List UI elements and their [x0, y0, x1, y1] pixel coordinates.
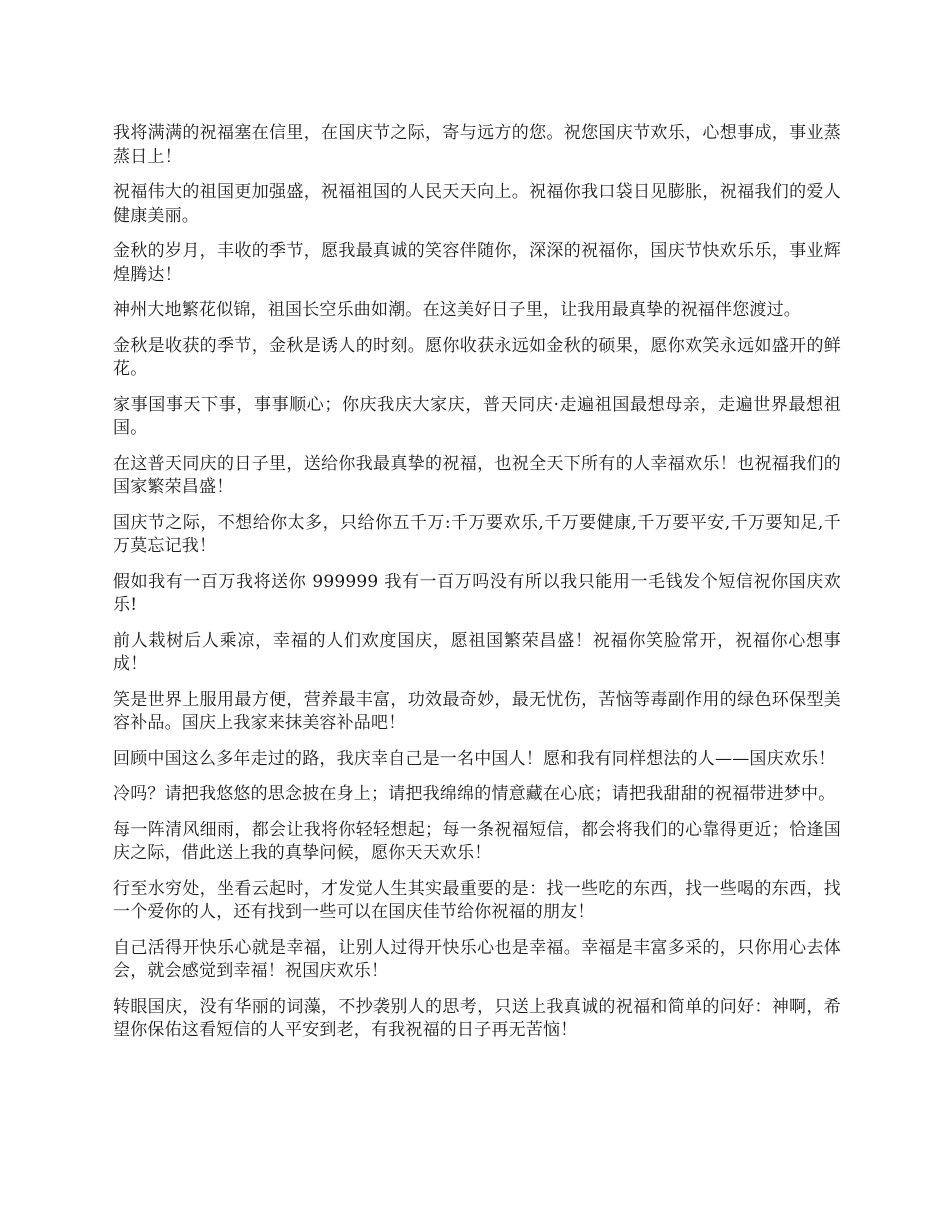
document-body: [113, 122, 841, 1055]
paragraph-15: 行至水穷处，坐看云起时，才发觉人生其实最重要的是：找一些吃的东西，找一些喝的东西，找一个爱你的人，还有找到一些可以在国庆佳节给你祝福的朋友！: [113, 878, 841, 922]
paragraph-13: 冷吗？请把我悠悠的思念披在身上；请把我绵绵的情意藏在心底；请把我甜甜的祝福带进梦中。: [113, 784, 836, 804]
paragraph-9: 假如我有一百万我将送你 999999 我有一百万吗没有所以我只能用一毛钱发个短信祝你国庆欢乐!: [113, 571, 841, 615]
paragraph-6: 家事国事天下事，事事顺心；你庆我庆大家庆，普天同庆·走遍祖国最想母亲，走遍世界最想祖国。: [113, 394, 841, 438]
paragraph-2: 祝福伟大的祖国更加强盛，祝福祖国的人民天天向上。祝福你我口袋日见膨胀，祝福我们的爱人健康美丽。: [113, 182, 841, 226]
paragraph-10: 前人栽树后人乘凉，幸福的人们欢度国庆，愿祖国繁荣昌盛！祝福你笑脸常开，祝福你心想事成！: [113, 630, 841, 674]
paragraph-17: 转眼国庆，没有华丽的词藻，不抄袭别人的思考，只送上我真诚的祝福和简单的问好：神啊，希望你保佑这看短信的人平安到老，有我祝福的日子再无苦恼！: [113, 996, 841, 1040]
paragraph-11: 笑是世界上服用最方便，营养最丰富，功效最奇妙，最无忧伤，苦恼等毒副作用的绿色环保型美容补品。国庆上我家来抹美容补品吧！: [113, 689, 841, 733]
paragraph-3: 金秋的岁月，丰收的季节，愿我最真诚的笑容伴随你，深深的祝福你，国庆节快欢乐乐，事业辉煌腾达！: [113, 241, 841, 285]
paragraph-5: 金秋是收获的季节，金秋是诱人的时刻。愿你收获永远如金秋的硕果，愿你欢笑永远如盛开的鲜花。: [113, 335, 841, 379]
paragraph-8: 国庆节之际，不想给你太多，只给你五千万:千万要欢乐,千万要健康,千万要平安,千万要知足,千万莫忘记我！: [113, 512, 841, 556]
paragraph-16: 自己活得开快乐心就是幸福，让别人过得开快乐心也是幸福。幸福是丰富多采的，只你用心去体会，就会感觉到幸福！祝国庆欢乐！: [113, 937, 841, 981]
paragraph-7: 在这普天同庆的日子里，送给你我最真挚的祝福，也祝全天下所有的人幸福欢乐！也祝福我们的国家繁荣昌盛！: [113, 453, 841, 497]
paragraph-14: 每一阵清风细雨，都会让我将你轻轻想起；每一条祝福短信，都会将我们的心靠得更近；恰逢国庆之际，借此送上我的真挚问候，愿你天天欢乐！: [113, 819, 841, 863]
paragraph-4: 神州大地繁花似锦，祖国长空乐曲如潮。在这美好日子里，让我用最真挚的祝福伴您渡过。: [113, 300, 801, 320]
paragraph-1: 我将满满的祝福塞在信里，在国庆节之际，寄与远方的您。祝您国庆节欢乐，心想事成，事业蒸蒸日上！: [113, 123, 841, 167]
paragraph-12: 回顾中国这么多年走过的路，我庆幸自己是一名中国人！愿和我有同样想法的人——国庆欢乐！: [113, 748, 836, 769]
